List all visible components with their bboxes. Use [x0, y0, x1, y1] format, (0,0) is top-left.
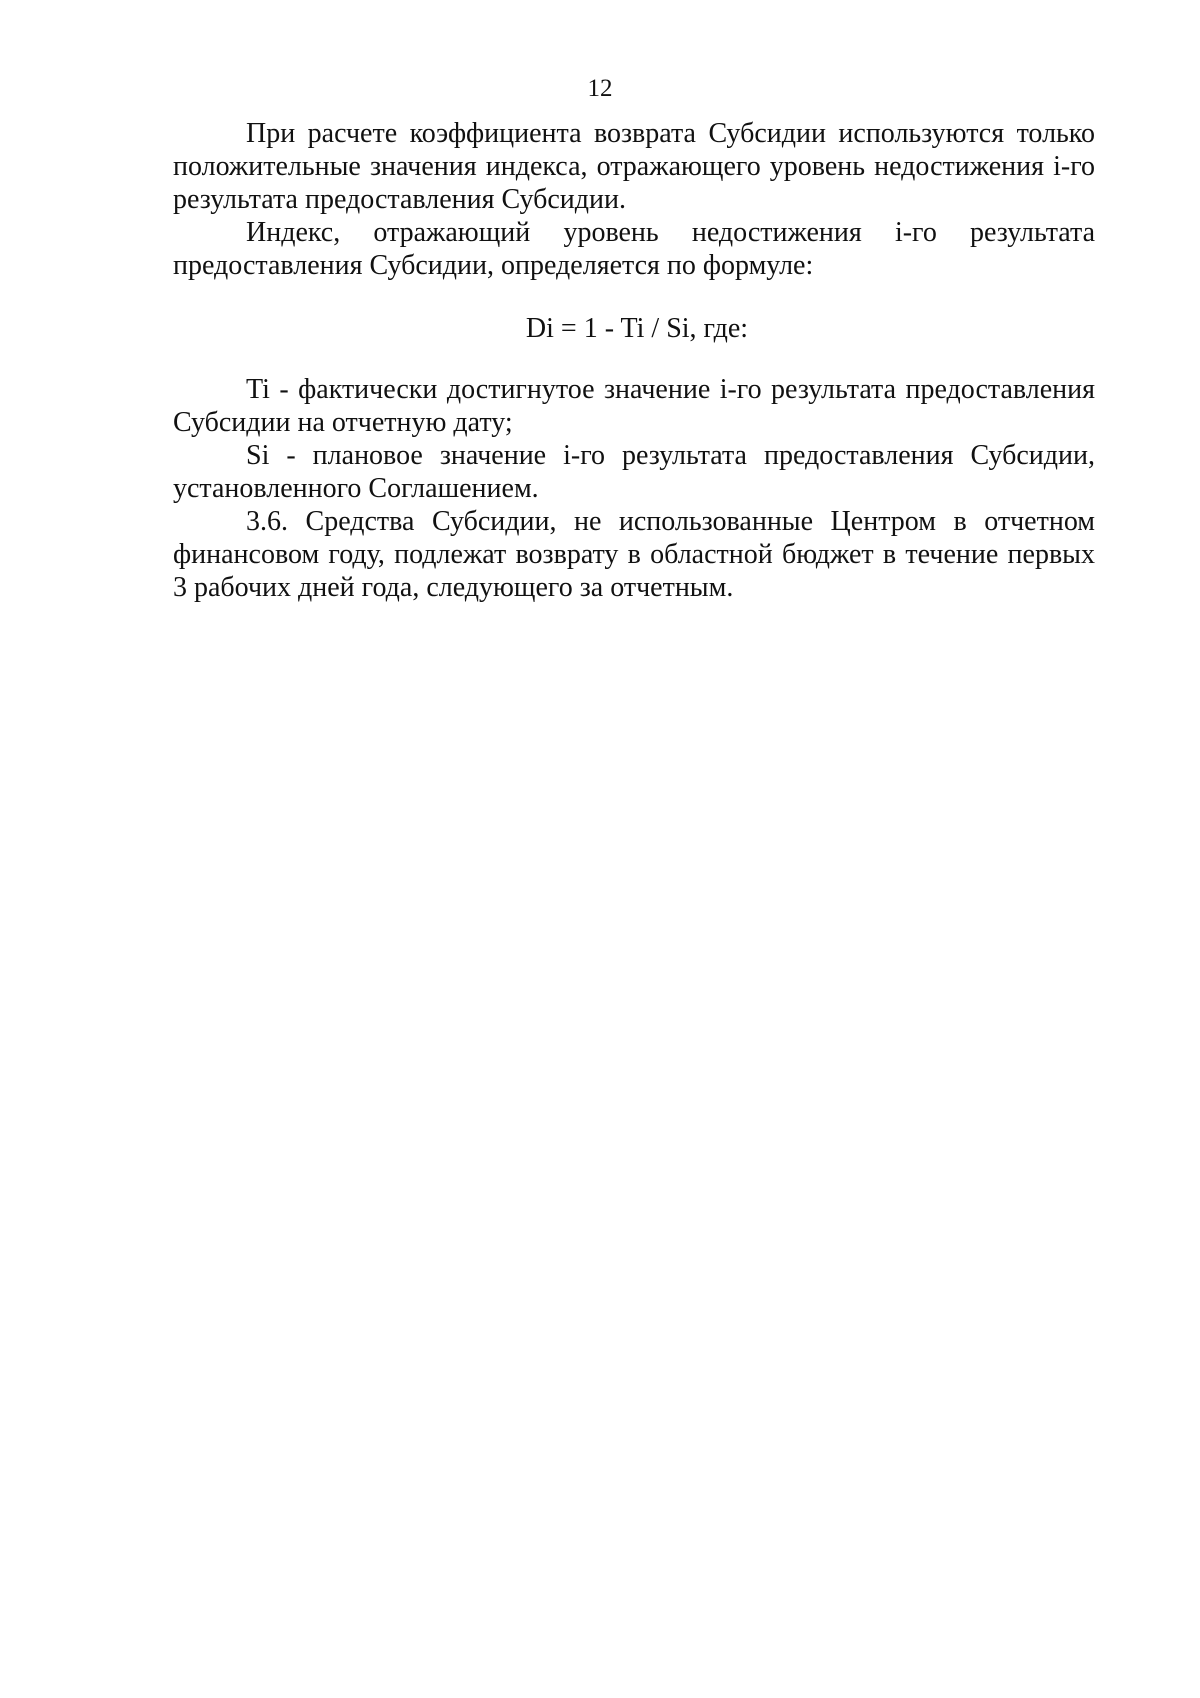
document-body	[173, 117, 1095, 604]
definition-si: Si - плановое значение i-го результата предоставления Субсидии, установленного Соглашением.	[173, 440, 1095, 504]
section-3-6: 3.6. Средства Субсидии, не использованные Центром в отчетном финансовом году, подлежат возврату в областной бюджет в течение первых 3 рабочих дней года, следующего за отчетным.	[173, 506, 1095, 603]
paragraph-return-coefficient: При расчете коэффициента возврата Субсидии используются только положительные значения индекса, отражающего уровень недостижения i-го результата предоставления Субсидии.	[173, 118, 1095, 215]
definition-ti: Ti - фактически достигнутое значение i-го результата предоставления Субсидии на отчетную дату;	[173, 374, 1095, 438]
page-number: 12	[587, 75, 613, 102]
paragraph-index-definition: Индекс, отражающий уровень недостижения i-го результата предоставления Субсидии, определяется по формуле:	[173, 217, 1095, 281]
formula: Di = 1 - Ti / Si, где:	[525, 313, 749, 344]
